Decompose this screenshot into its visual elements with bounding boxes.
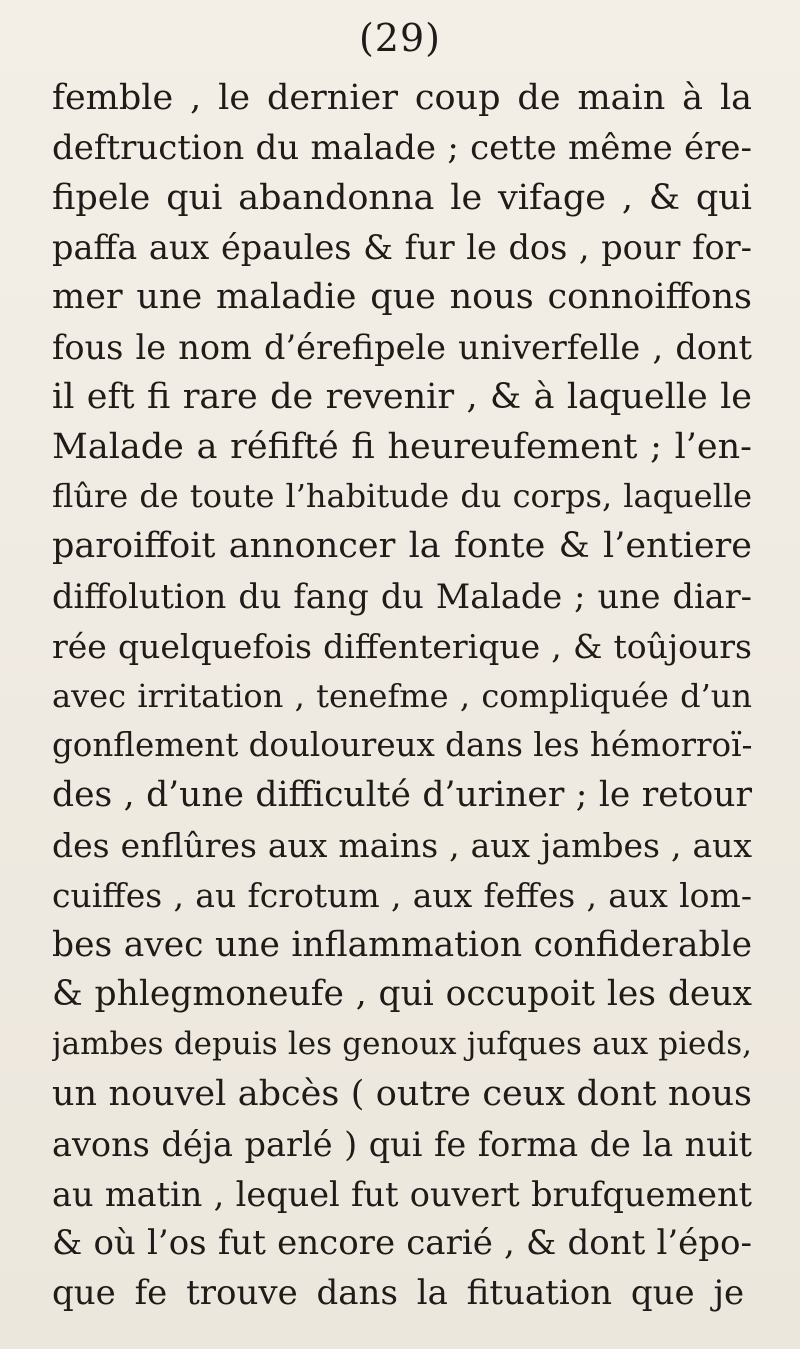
text-line: avons déja parlé ) qui fe forma de la nuit bbox=[52, 1124, 752, 1164]
text-line: fous le nom d’érefipele univerfelle , dont bbox=[52, 327, 752, 367]
text-line: des enflûres aux mains , aux jambes , aux bbox=[52, 825, 752, 865]
text-line: & où l’os fut encore carié , & dont l’épo- bbox=[52, 1223, 752, 1264]
text-line: jambes depuis les genoux jufques aux pieds, bbox=[52, 1026, 752, 1063]
text-line: cuiffes , au fcrotum , aux feffes , aux lom- bbox=[52, 875, 752, 915]
text-line: il eft fi rare de revenir , & à laquelle le bbox=[52, 376, 752, 417]
text-line: femble , le dernier coup de main à la bbox=[52, 78, 752, 118]
text-line: & phlegmoneufe , qui occupoit les deux bbox=[52, 974, 752, 1015]
text-line: Malade a réfifté fi heureufement ; l’en- bbox=[52, 426, 752, 467]
text-line: rée quelquefois diffenterique , & toûjours bbox=[52, 626, 752, 666]
text-line: que fe trouve dans la fituation que je bbox=[52, 1273, 745, 1314]
text-line: bes avec une inflammation confiderable bbox=[52, 924, 752, 965]
text-line: flûre de toute l’habitude du corps, laquelle bbox=[52, 477, 752, 516]
text-line: un nouvel abcès ( outre ceux dont nous bbox=[52, 1073, 752, 1114]
page-number: (29) bbox=[358, 16, 441, 60]
text-line: paroiffoit annoncer la fonte & l’entiere bbox=[52, 526, 752, 567]
text-line: fipele qui abandonna le vifage , & qui bbox=[52, 177, 752, 218]
text-line: des , d’une difficulté d’uriner ; le retour bbox=[52, 775, 752, 816]
text-line: paffa aux épaules & fur le dos , pour for- bbox=[52, 228, 752, 268]
body-text bbox=[52, 74, 752, 1319]
text-line: au matin , lequel fut ouvert brufquement bbox=[52, 1174, 752, 1214]
text-line: mer une maladie que nous connoiffons bbox=[52, 277, 752, 318]
text-line: gonflement douloureux dans les hémorroï- bbox=[52, 726, 752, 765]
text-line: deftruction du malade ; cette même ére- bbox=[52, 127, 752, 168]
text-line: diffolution du fang du Malade ; une diar- bbox=[52, 576, 752, 616]
text-line: avec irritation , tenefme , compliquée d’un bbox=[52, 676, 752, 715]
